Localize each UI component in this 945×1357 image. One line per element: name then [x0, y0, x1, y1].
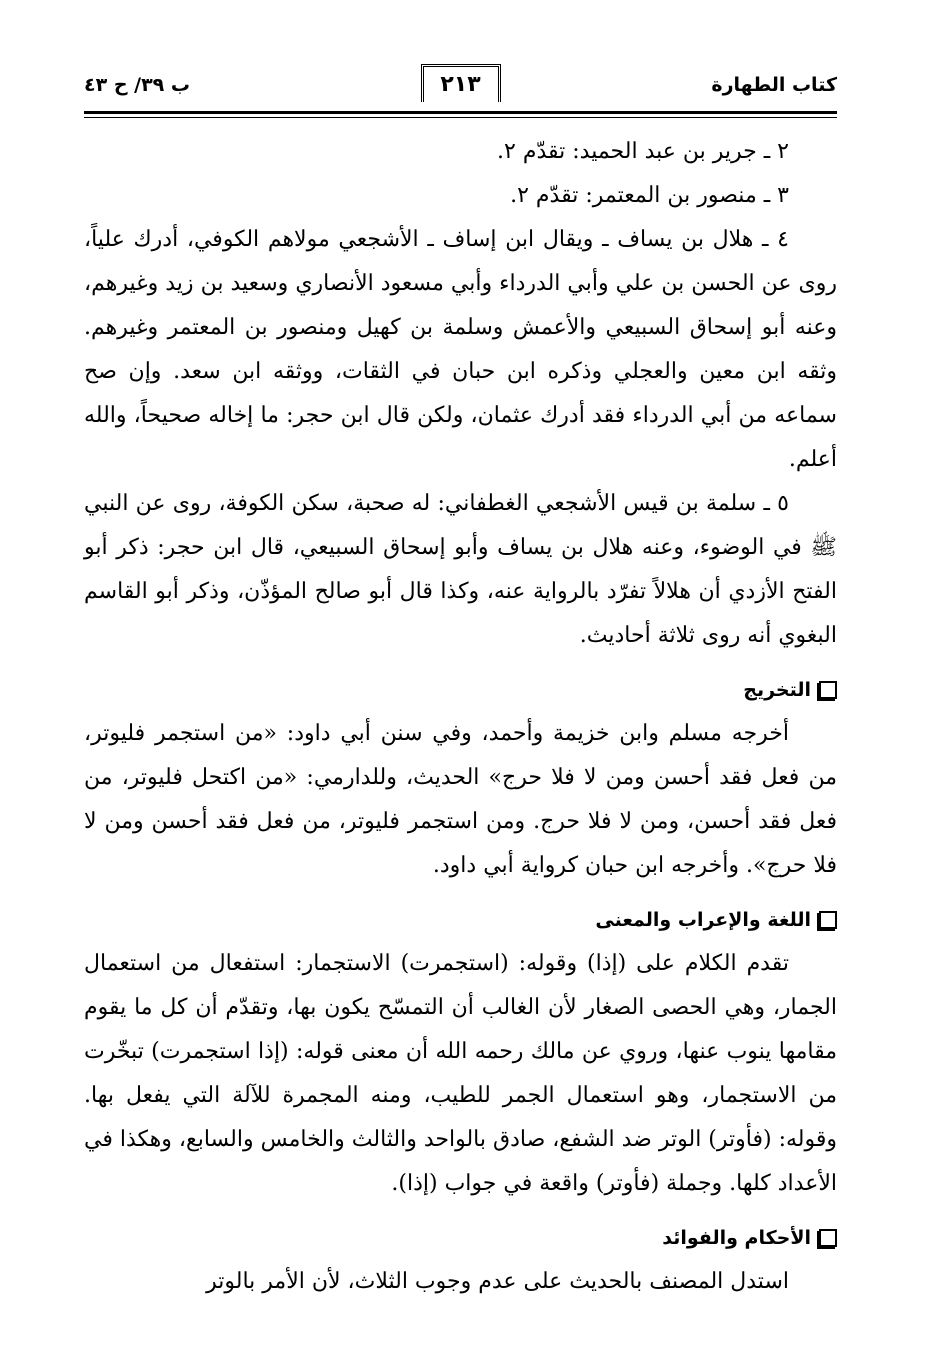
square-bullet-icon: [819, 1229, 837, 1247]
square-bullet-icon: [819, 911, 837, 929]
page-body: [84, 130, 837, 1304]
square-bullet-icon: [819, 681, 837, 699]
narrator-entry: ٣ ـ منصور بن المعتمر: تقدّم ٢.: [510, 183, 789, 208]
section-title: اللغة والإعراب والمعنى: [595, 909, 811, 931]
section-paragraph: أخرجه مسلم وابن خزيمة وأحمد، وفي سنن أبي داود: «من استجمر فليوتر، من فعل فقد أحسن ومن لا فلا حرج» الحديث، وللدارمي: «من اكتحل فليوتر، من فعل فقد أحسن، ومن لا فلا حرج. ومن استجمر فليوتر، من فعل فقد أحسن ومن لا فلا حرج». وأخرجه ابن حبان كرواية أبي داود.: [84, 721, 837, 878]
narrator-entry: ٢ ـ جرير بن عبد الحميد: تقدّم ٢.: [497, 139, 789, 164]
running-header: [84, 64, 837, 110]
chapter-reference: ب ٣٩/ ح ٤٣: [84, 74, 190, 96]
page-number: ٢١٣: [440, 72, 481, 97]
narrator-entry: ٤ ـ هلال بن يساف ـ ويقال ابن إساف ـ الأشجعي مولاهم الكوفي، أدرك علياً، روى عن الحسن بن علي وأبي الدرداء وأبي مسعود الأنصاري وسعيد بن زيد وغيرهم، وعنه أبو إسحاق السبيعي والأعمش وسلمة بن كهيل ومنصور بن المعتمر وغيرهم. وثقه ابن معين والعجلي وذكره ابن حبان في الثقات، ووثقه ابن سعد. وإن صح سماعه من أبي الدرداء فقد أدرك عثمان، ولكن قال ابن حجر: ما إخاله صحيحاً، والله أعلم.: [84, 227, 837, 472]
section-heading-language: [84, 898, 837, 942]
section-heading-rulings: [84, 1216, 837, 1260]
narrator-entry: ٥ ـ سلمة بن قيس الأشجعي الغطفاني: له صحبة، سكن الكوفة، روى عن النبي ﷺ في الوضوء، وعنه هلال بن يساف وأبو إسحاق السبيعي، قال ابن حجر: ذكر أبو الفتح الأزدي أن هلالاً تفرّد بالرواية عنه، وكذا قال أبو صالح المؤذّن، وذكر أبو القاسم البغوي أنه روى ثلاثة أحاديث.: [84, 491, 837, 648]
section-paragraph: استدل المصنف بالحديث على عدم وجوب الثلاث، لأن الأمر بالوتر: [206, 1269, 789, 1294]
section-heading-takhrij: [84, 668, 837, 712]
page-number-box: [421, 64, 501, 102]
section-title: التخريج: [743, 679, 811, 701]
book-title: كتاب الطهارة: [711, 74, 837, 96]
header-rule: [84, 111, 837, 118]
section-title: الأحكام والفوائد: [662, 1227, 811, 1249]
section-paragraph: تقدم الكلام على (إذا) وقوله: (استجمرت) الاستجمار: استفعال من استعمال الجمار، وهي الحصى الصغار لأن الغالب أن التمسّح يكون بها، وتقدّم أن كل ما يقوم مقامها ينوب عنها، وروي عن مالك رحمه الله أن معنى قوله: (إذا استجمرت) تبخّرت من الاستجمار، وهو استعمال الجمر للطيب، ومنه المجمرة للآلة التي يفعل بها. وقوله: (فأوتر) الوتر ضد الشفع، صادق بالواحد والثالث والخامس والسابع، وهكذا في الأعداد كلها. وجملة (فأوتر) واقعة في جواب (إذا).: [84, 951, 837, 1196]
